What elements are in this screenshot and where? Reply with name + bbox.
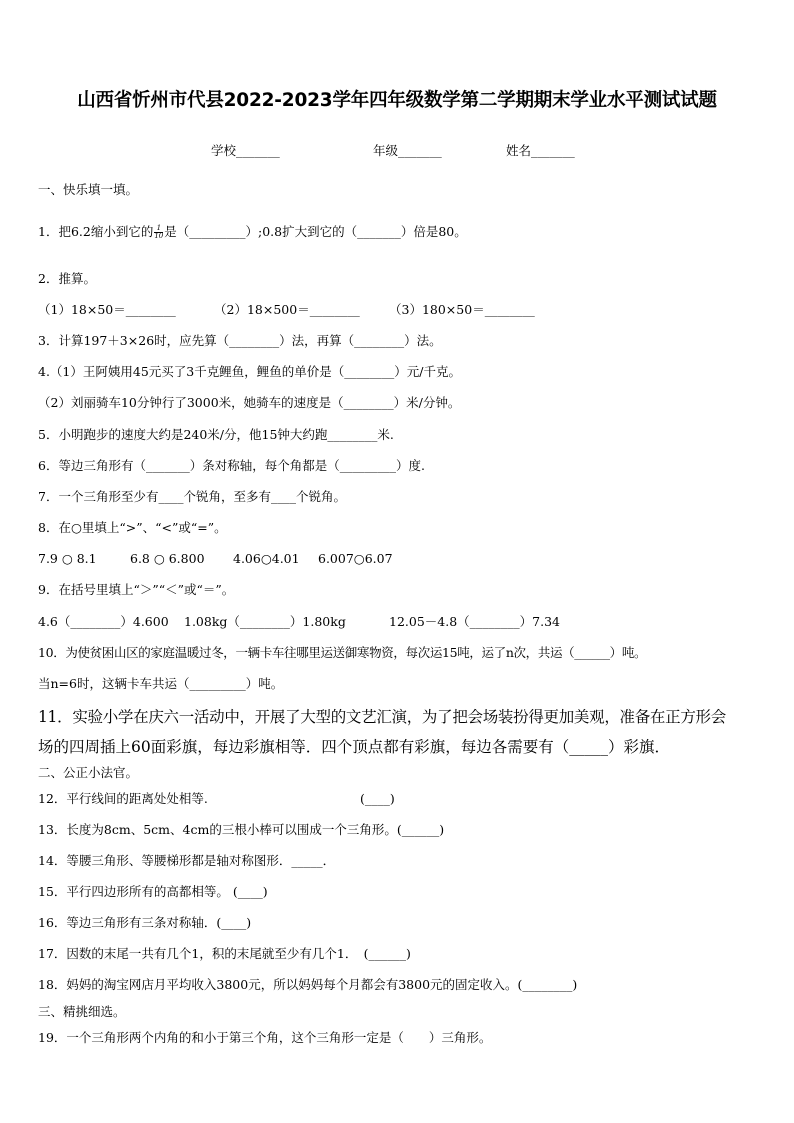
- question-2: 2．推算。: [38, 271, 96, 286]
- section-heading-3: 三、精挑细选。: [38, 1004, 126, 1019]
- question-19: 19．一个三角形两个内角的和小于第三个角，这个三角形一定是（ ）三角形。: [38, 1030, 492, 1045]
- question-13: 13．长度为8cm、5cm、4cm的三根小棒可以围成一个三角形。(______): [38, 822, 445, 837]
- question-17: 17．因数的末尾一共有几个1，积的末尾就至少有几个1． (______): [38, 946, 411, 961]
- school-field: 学校_______: [211, 143, 280, 158]
- question-12-answer-blank: (____): [360, 791, 395, 806]
- question-11-line-2: 场的四周插上60面彩旗，每边彩旗相等．四个顶点都有彩旗，每边各需要有（_____）彩旗．: [38, 738, 670, 756]
- grade-field: 年级_______: [373, 143, 442, 158]
- question-4-part-1: 4.（1）王阿姨用45元买了3千克鲤鱼，鲤鱼的单价是（________）元/千克。: [38, 364, 461, 379]
- question-11-line-1: 11．实验小学在庆六一活动中，开展了大型的文艺汇演，为了把会场装扮得更加美观，准备在正方形会: [38, 708, 726, 726]
- question-10-line-2: 当n=6时，这辆卡车共运（_________）吨。: [38, 676, 284, 691]
- question-7: 7．一个三角形至少有____个锐角，至多有____个锐角。: [38, 489, 346, 504]
- name-field: 姓名_______: [506, 143, 575, 158]
- question-5: 5．小明跑步的速度大约是240米/分，他15钟大约跑________米.: [38, 427, 394, 442]
- question-8-item-1: 7.9 ○ 8.1: [38, 551, 97, 566]
- question-10-line-1: 10．为使贫困山区的家庭温暖过冬，一辆卡车往哪里运送御寒物资，每次运15吨，运了n次，共运（______）吨。: [38, 645, 647, 660]
- question-18: 18．妈妈的淘宝网店月平均收入3800元，所以妈妈每个月都会有3800元的固定收入。(________): [38, 977, 578, 992]
- question-1-part-b: 是（_________）;0.8扩大到它的（_______）倍是80。: [164, 224, 467, 239]
- question-14: 14．等腰三角形、等腰梯形都是轴对称图形．_____．: [38, 853, 336, 868]
- question-2-item-2: （2）18×500＝________: [214, 302, 360, 317]
- section-heading-2: 二、公正小法官。: [38, 765, 139, 780]
- fraction-numerator: 1: [154, 225, 163, 233]
- question-12: 12．平行线间的距离处处相等.: [38, 791, 208, 806]
- question-8: 8．在○里填上“>”、“<”或“=”。: [38, 520, 227, 535]
- question-9-item-3: 12.05－4.8（________）7.34: [389, 614, 560, 629]
- page-title: 山西省忻州市代县2022-2023学年四年级数学第二学期期末学业水平测试试题: [77, 90, 717, 111]
- question-9: 9．在括号里填上“＞”“＜”或“＝”。: [38, 582, 235, 597]
- question-6: 6．等边三角形有（_______）条对称轴，每个角都是（_________）度.: [38, 458, 425, 473]
- question-3: 3．计算197＋3×26时，应先算（________）法，再算（________）法。: [38, 333, 442, 348]
- question-8-item-3: 4.06○4.01: [233, 551, 300, 566]
- fraction-one-tenth: [154, 225, 163, 240]
- question-8-item-4: 6.007○6.07: [318, 551, 393, 566]
- section-heading-1: 一、快乐填一填。: [38, 182, 139, 197]
- question-16: 16．等边三角形有三条对称轴．(____): [38, 915, 252, 930]
- fraction-denominator: 10: [154, 232, 164, 240]
- question-8-item-2: 6.8 ○ 6.800: [130, 551, 205, 566]
- question-4-part-2: （2）刘丽骑车10分钟行了3000米，她骑车的速度是（________）米/分钟。: [38, 395, 461, 410]
- question-15: 15．平行四边形所有的高都相等。 (____): [38, 884, 268, 899]
- question-1-part-a: 1．把6.2缩小到它的: [38, 224, 154, 239]
- question-9-item-1: 4.6（________）4.600: [38, 614, 169, 629]
- question-2-item-3: （3）180×50＝________: [389, 302, 535, 317]
- question-2-item-1: （1）18×50＝________: [38, 302, 176, 317]
- question-1: [38, 224, 467, 240]
- question-9-item-2: 1.08kg（________）1.80kg: [184, 614, 346, 629]
